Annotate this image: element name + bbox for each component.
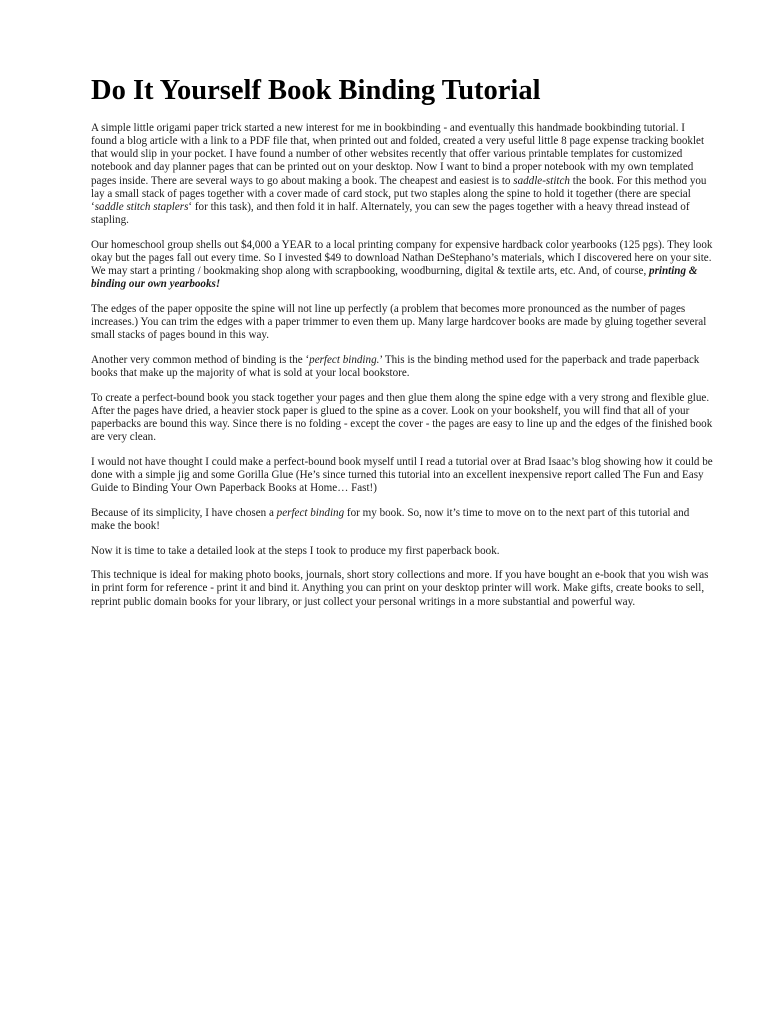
document-body bbox=[91, 122, 713, 609]
emphasis-text: saddle stitch staplers bbox=[94, 200, 189, 213]
emphasis-text: printing & binding our own yearbooks! bbox=[91, 265, 698, 291]
paragraph bbox=[91, 354, 713, 380]
paragraph bbox=[91, 545, 713, 558]
emphasis-text: saddle-stitch bbox=[513, 174, 570, 187]
paragraph bbox=[91, 456, 713, 495]
emphasis-text: perfect binding. bbox=[309, 353, 380, 366]
text-run: ’ This is the binding method used for the paperback and trade paperback books that make up the majority of what is sold at your local bookstore. bbox=[91, 353, 700, 379]
paragraph bbox=[91, 569, 713, 608]
paragraph bbox=[91, 507, 713, 533]
text-run: The edges of the paper opposite the spine will not line up perfectly (a problem that becomes more pronounced as the number of pages increases.) You can trim the edges with a paper trimmer to even them up. Many large hardcover books are made by gluing together several small stacks of pages bound in this way. bbox=[91, 302, 707, 342]
text-run: Another very common method of binding is the ‘ bbox=[91, 353, 310, 366]
paragraph bbox=[91, 239, 713, 292]
text-run: Our homeschool group shells out $4,000 a YEAR to a local printing company for expensive hardback color yearbooks (125 pgs). They look okay but the pages fall out every time. So I invested $49 to download Nathan DeStephano’s materials, which I discovered here on your site. We may start a printing / bookmaking shop along with scrapbooking, woodburning, digital & textile arts, etc. And, of course, bbox=[91, 238, 713, 278]
text-run: A simple little origami paper trick started a new interest for me in bookbinding - and eventually this handmade bookbinding tutorial. I found a blog article with a link to a PDF file that, when printed out and folded, created a very useful little 8 page expense tracking booklet that would slip in your pocket. I have found a number of other websites recently that offer various printable templates for customized notebook and day planner pages that can be printed out on your desktop. Now I want to bind a proper notebook with my own templated pages inside. There are several ways to go about making a book. The cheapest and easiest is to bbox=[91, 122, 705, 187]
text-run: Now it is time to take a detailed look at the steps I took to produce my first paperback book. bbox=[91, 544, 500, 557]
emphasis-text: perfect binding bbox=[276, 506, 345, 519]
text-run: Because of its simplicity, I have chosen a bbox=[91, 506, 277, 519]
paragraph bbox=[91, 122, 713, 227]
paragraph bbox=[91, 392, 713, 445]
text-run: This technique is ideal for making photo books, journals, short story collections and more. If you have bought an e-book that you wish was in print form for reference - print it and bind it. Anything you can print on your desktop printer will work. Make gifts, create books to sell, reprint public domain books for your library, or just collect your personal writings in a more substantial and powerful way. bbox=[91, 569, 709, 608]
text-run: I would not have thought I could make a perfect-bound book myself until I read a tutorial over at Brad Isaac’s blog showing how it could be done with a simple jig and some Gorilla Glue (He’s since turned this tutorial into an excellent inexpensive report called The Fun and Easy Guide to Binding Your Own Paperback Books at Home… Fast!) bbox=[91, 455, 713, 495]
text-run: ‘ for this task), and then fold it in half. Alternately, you can sew the pages together with a heavy thread instead of stapling. bbox=[91, 200, 690, 227]
text-run: the book. For this method you lay a small stack of pages together with a cover made of card stock, put two staples along the spine to hold it together (there are special ‘ bbox=[91, 174, 707, 213]
text-run: for my book. So, now it’s time to move on to the next part of this tutorial and make the book! bbox=[91, 506, 690, 532]
document-page bbox=[91, 74, 713, 620]
text-run: To create a perfect-bound book you stack together your pages and then glue them along the spine edge with a very strong and flexible glue. After the pages have dried, a heavier stock paper is glued to the spine as a cover. Look on your bookshelf, you will find that all of your paperbacks are bound this way. Since there is no folding - except the cover - the pages are easy to line up and the edges of the finished book are very clean. bbox=[91, 391, 713, 444]
paragraph bbox=[91, 303, 713, 342]
document-title: Do It Yourself Book Binding Tutorial bbox=[91, 75, 541, 106]
